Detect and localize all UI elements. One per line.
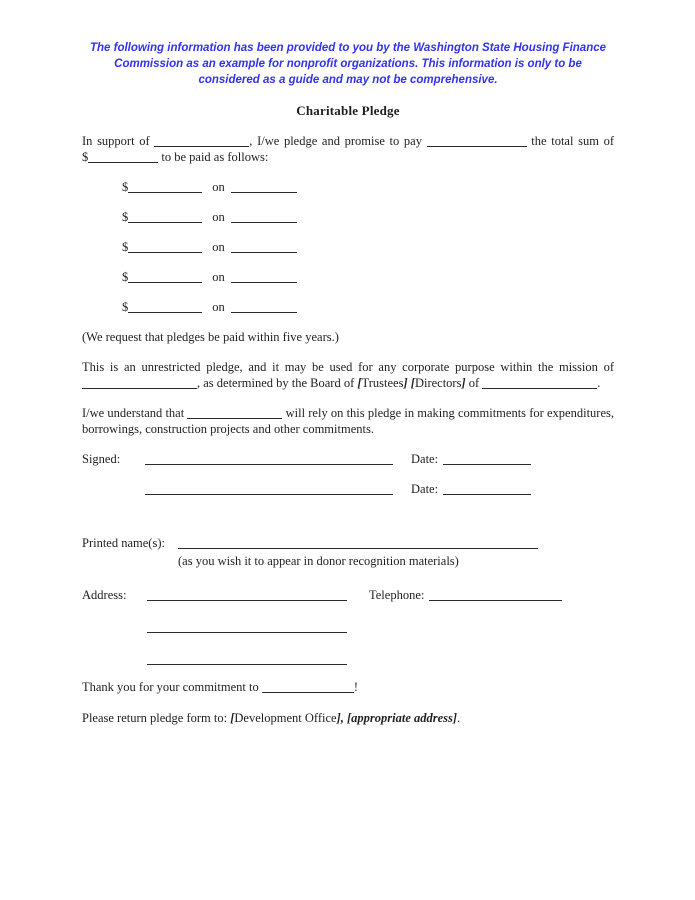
dollar-sign: $ — [122, 180, 129, 194]
intro-text-3: the total sum of — [531, 134, 615, 148]
payment-date-blank-3[interactable] — [231, 240, 297, 253]
total-amount-blank[interactable] — [88, 150, 158, 163]
on-label: on — [212, 240, 225, 254]
office-label: Development Office — [234, 711, 337, 725]
contact-section — [82, 587, 614, 667]
total-amount-group — [82, 150, 158, 164]
dollar-sign: $ — [122, 240, 129, 254]
understand-text-1: I/we understand that — [82, 406, 185, 420]
exclamation: ! — [353, 680, 358, 694]
address-line-3[interactable] — [147, 652, 347, 665]
relying-org-blank[interactable] — [187, 406, 282, 419]
payment-row-2 — [122, 209, 614, 225]
signature-row-1 — [82, 451, 614, 467]
payee-name-blank[interactable] — [427, 134, 527, 147]
pledge-intro-paragraph — [82, 133, 614, 165]
payment-row-4 — [122, 269, 614, 285]
telephone-line[interactable] — [429, 588, 562, 601]
dollar-sign: $ — [122, 210, 129, 224]
payment-date-blank-4[interactable] — [231, 270, 297, 283]
date-line-1[interactable] — [443, 452, 531, 465]
dollar-sign: $ — [122, 270, 129, 284]
page-title: Charitable Pledge — [296, 103, 400, 118]
close-bracket-comma: ], — [336, 711, 344, 725]
printed-name-row — [82, 535, 614, 551]
thanks-org-blank[interactable] — [262, 680, 354, 693]
date-line-2[interactable] — [443, 482, 531, 495]
unrestricted-paragraph — [82, 359, 614, 391]
org-name-blank[interactable] — [154, 134, 249, 147]
payment-row-3 — [122, 239, 614, 255]
understand-paragraph — [82, 405, 614, 437]
intro-text-4: to be paid as follows: — [161, 150, 269, 164]
board-org-blank[interactable] — [482, 376, 597, 389]
intro-text-1: In support of — [82, 134, 150, 148]
on-label: on — [212, 300, 225, 314]
return-paragraph — [82, 710, 614, 726]
trustees-option — [357, 376, 407, 390]
printed-name-line[interactable] — [178, 536, 538, 549]
address-row-1 — [82, 587, 614, 603]
payment-amount-blank-4[interactable] — [128, 270, 202, 283]
thanks-paragraph — [82, 679, 614, 695]
close-bracket: ] — [461, 376, 466, 390]
unrestricted-text-1: This is an unrestricted pledge, and it may be used for any corporate purpose within the mission of — [82, 360, 614, 374]
trustees-label: Trustees — [361, 376, 404, 390]
address-row-3 — [82, 651, 614, 667]
payment-amount-blank-3[interactable] — [128, 240, 202, 253]
signature-row-2 — [82, 481, 614, 497]
intro-text-2: , I/we pledge and promise to pay — [249, 134, 422, 148]
printed-name-label: Printed name(s): — [82, 536, 165, 550]
directors-option — [411, 376, 466, 390]
commission-notice: The following information has been provided to you by the Washington State Housing Finance Commission as an example for nonprofit organizations. This information is only to be considered as a guide and may not be comprehensive. — [89, 42, 607, 86]
address-line-2[interactable] — [147, 620, 347, 633]
unrestricted-text-2: as determined by the Board of — [203, 376, 355, 390]
signature-line-2[interactable] — [145, 482, 393, 495]
address-line-1[interactable] — [147, 588, 347, 601]
appropriate-address-placeholder: [appropriate address] — [346, 711, 458, 725]
date-label: Date: — [411, 452, 439, 466]
period: . — [597, 376, 601, 390]
on-label: on — [212, 210, 225, 224]
five-years-note: (We request that pledges be paid within five years.) — [82, 330, 339, 344]
signature-section — [82, 451, 614, 497]
thanks-text: Thank you for your commitment to — [82, 680, 259, 694]
period: . — [457, 711, 461, 725]
date-label: Date: — [411, 482, 439, 496]
printed-name-caption: (as you wish it to appear in donor recognition materials) — [178, 554, 459, 568]
payment-amount-blank-2[interactable] — [128, 210, 202, 223]
on-label: on — [212, 180, 225, 194]
payment-amount-blank-1[interactable] — [128, 180, 202, 193]
payment-schedule — [122, 179, 614, 315]
comma: , — [197, 376, 201, 390]
address-label: Address: — [82, 588, 127, 602]
understand-text-2: will rely on this pledge in making commitments for expenditures, borrowings, construction projects and other commitments. — [82, 406, 614, 436]
payment-date-blank-1[interactable] — [231, 180, 297, 193]
telephone-label: Telephone: — [369, 588, 425, 602]
open-bracket: [ — [410, 376, 415, 390]
signature-line-1[interactable] — [145, 452, 393, 465]
on-label: on — [212, 270, 225, 284]
development-office-placeholder — [230, 711, 344, 725]
directors-label: Directors — [414, 376, 462, 390]
open-bracket: [ — [230, 711, 235, 725]
dollar-sign: $ — [82, 150, 89, 164]
payment-date-blank-5[interactable] — [231, 300, 297, 313]
payment-row-1 — [122, 179, 614, 195]
payment-row-5 — [122, 299, 614, 315]
payment-amount-blank-5[interactable] — [128, 300, 202, 313]
dollar-sign: $ — [122, 300, 129, 314]
close-bracket: ] — [403, 376, 408, 390]
signed-label: Signed: — [82, 452, 121, 466]
return-text: Please return pledge form to: — [82, 711, 228, 725]
mission-org-blank[interactable] — [82, 376, 197, 389]
payment-date-blank-2[interactable] — [231, 210, 297, 223]
unrestricted-text-3: of — [468, 376, 480, 390]
address-row-2 — [82, 619, 614, 635]
open-bracket: [ — [357, 376, 362, 390]
